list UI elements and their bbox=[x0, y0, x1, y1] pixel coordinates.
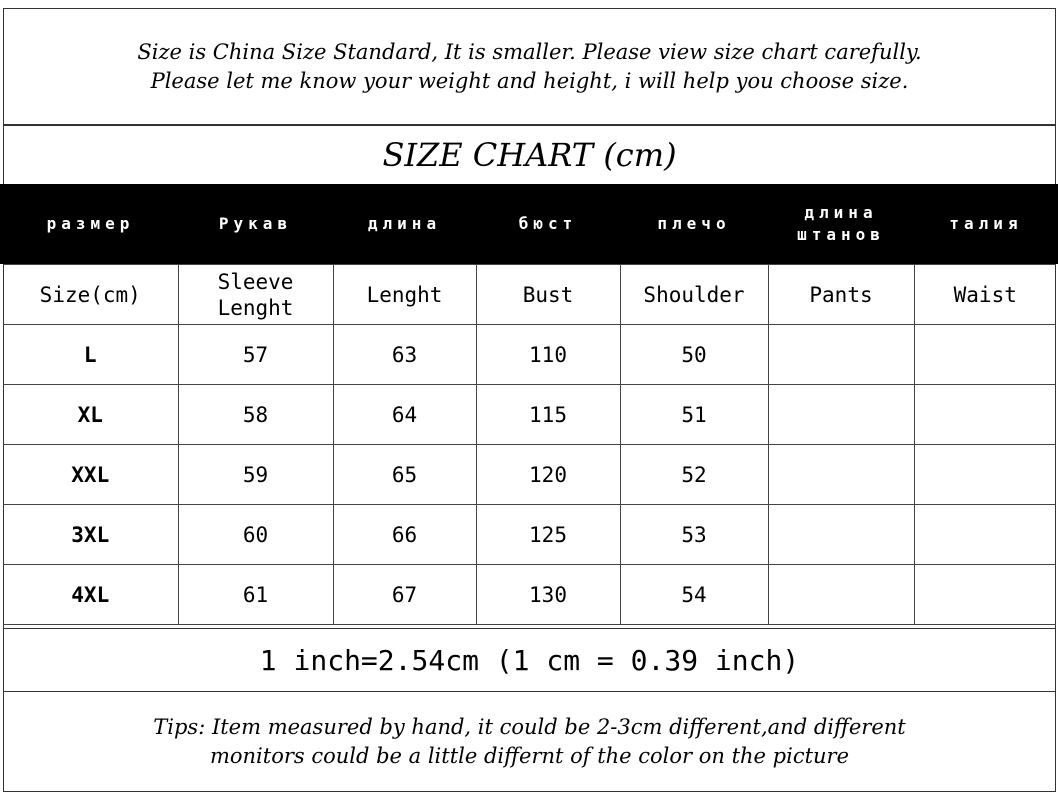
header-sleeve bbox=[178, 265, 333, 325]
unit-conversion: 1 inch=2.54cm (1 cm = 0.39 inch) bbox=[3, 628, 1056, 692]
waist-cell bbox=[914, 325, 1056, 385]
waist-cell bbox=[914, 565, 1056, 625]
shoulder-cell: 54 bbox=[620, 565, 768, 625]
ru-header-length: длина bbox=[367, 214, 442, 233]
header-bust: Bust bbox=[476, 265, 620, 325]
length-cell: 66 bbox=[333, 505, 476, 565]
chart-title: SIZE CHART (cm) bbox=[382, 136, 677, 174]
shoulder-cell: 53 bbox=[620, 505, 768, 565]
shoulder-cell: 51 bbox=[620, 385, 768, 445]
measurement-tips bbox=[3, 692, 1056, 792]
bust-cell: 110 bbox=[476, 325, 620, 385]
waist-cell bbox=[914, 385, 1056, 445]
size-cell: L bbox=[3, 325, 178, 385]
length-cell: 64 bbox=[333, 385, 476, 445]
tips-line-2: monitors could be a little differnt of the color on the picture bbox=[209, 744, 850, 768]
waist-cell bbox=[914, 505, 1056, 565]
header-waist: Waist bbox=[914, 265, 1056, 325]
size-cell: XL bbox=[3, 385, 178, 445]
header-sleeve-text: Sleeve Lenght bbox=[217, 269, 294, 320]
pants-cell bbox=[768, 385, 914, 445]
sleeve-cell: 61 bbox=[178, 565, 333, 625]
waist-cell bbox=[914, 445, 1056, 505]
bust-cell: 125 bbox=[476, 505, 620, 565]
ru-header-waist: талия bbox=[949, 214, 1023, 233]
bust-cell: 115 bbox=[476, 385, 620, 445]
ru-header-sleeve: Рукав bbox=[218, 214, 293, 233]
header-length: Lenght bbox=[333, 265, 476, 325]
sleeve-cell: 59 bbox=[178, 445, 333, 505]
header-shoulder: Shoulder bbox=[620, 265, 768, 325]
size-cell: XXL bbox=[3, 445, 178, 505]
pants-cell bbox=[768, 565, 914, 625]
ru-header-size: размер bbox=[46, 214, 135, 233]
ru-header-pants: длина штанов bbox=[797, 203, 885, 244]
shoulder-cell: 52 bbox=[620, 445, 768, 505]
table-row bbox=[3, 505, 1056, 565]
bust-cell: 120 bbox=[476, 445, 620, 505]
length-cell: 63 bbox=[333, 325, 476, 385]
size-cell: 3XL bbox=[3, 505, 178, 565]
size-notice bbox=[3, 8, 1056, 126]
ru-header-bust: бюст bbox=[518, 214, 578, 233]
table-row bbox=[3, 445, 1056, 505]
size-cell: 4XL bbox=[3, 565, 178, 625]
table-row bbox=[3, 565, 1056, 625]
pants-cell bbox=[768, 445, 914, 505]
notice-line-1: Size is China Size Standard, It is smaller. Please view size chart carefully. bbox=[137, 39, 922, 64]
russian-header-row bbox=[0, 184, 1058, 264]
header-size: Size(cm) bbox=[3, 265, 178, 325]
notice-line-2: Please let me know your weight and height, i will help you choose size. bbox=[150, 68, 909, 93]
sleeve-cell: 60 bbox=[178, 505, 333, 565]
size-table bbox=[3, 264, 1056, 625]
tips-line-1: Tips: Item measured by hand, it could be 2-3cm different,and different bbox=[153, 715, 906, 739]
bust-cell: 130 bbox=[476, 565, 620, 625]
table-row bbox=[3, 325, 1056, 385]
table-row bbox=[3, 385, 1056, 445]
sleeve-cell: 58 bbox=[178, 385, 333, 445]
length-cell: 67 bbox=[333, 565, 476, 625]
pants-cell bbox=[768, 325, 914, 385]
shoulder-cell: 50 bbox=[620, 325, 768, 385]
ru-header-shoulder: плечо bbox=[657, 214, 731, 233]
english-header-row bbox=[3, 265, 1056, 325]
sleeve-cell: 57 bbox=[178, 325, 333, 385]
header-pants: Pants bbox=[768, 265, 914, 325]
pants-cell bbox=[768, 505, 914, 565]
length-cell: 65 bbox=[333, 445, 476, 505]
